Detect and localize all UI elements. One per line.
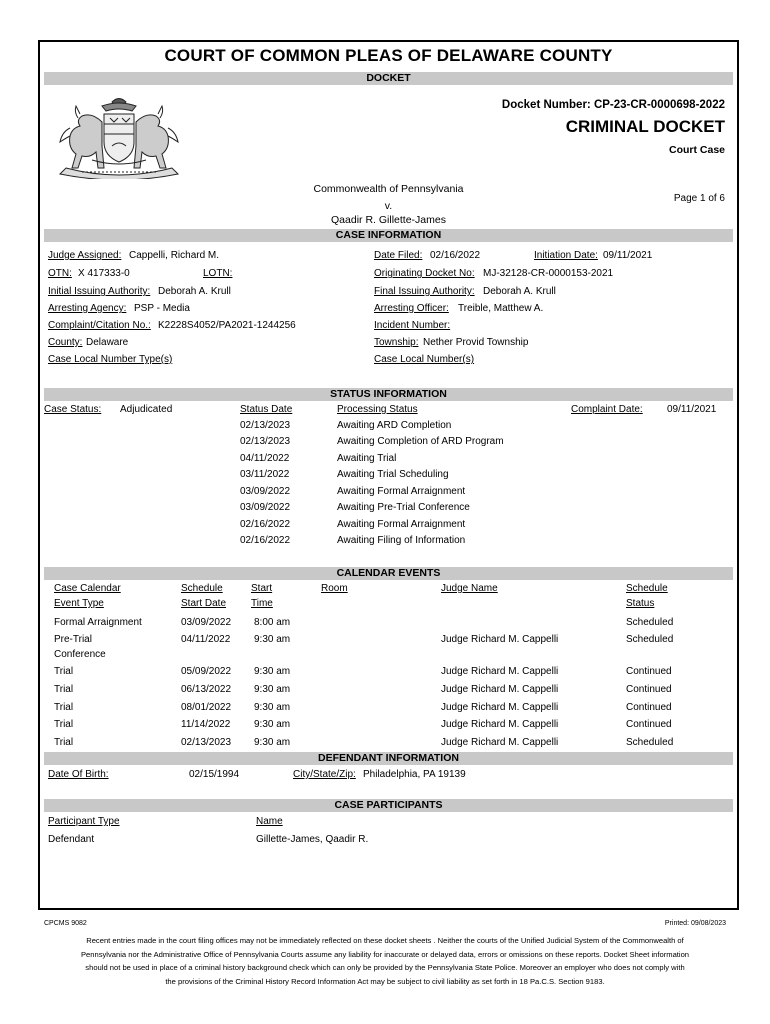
status-date: 02/16/2022 [240,535,291,546]
status-header: Status [626,598,655,609]
processing-status: Awaiting Trial [337,453,397,464]
room-header: Room [321,583,348,594]
event-status: Scheduled [626,617,674,628]
processing-status: Awaiting Formal Arraignment [337,519,466,530]
event-type: Trial [54,702,74,713]
event-date: 06/13/2022 [181,684,232,695]
caption-line2: v. [384,200,393,212]
start-header: Start [251,583,273,594]
complaint-date-label: Complaint Date: [571,404,643,415]
processing-status: Awaiting Filing of Information [337,535,466,546]
processing-status: Awaiting ARD Completion [337,420,452,431]
event-date: 11/14/2022 [181,719,231,730]
participant-name-header: Name [256,816,283,827]
processing-status: Awaiting Formal Arraignment [337,486,466,497]
event-judge: Judge Richard M. Cappelli [441,666,559,677]
initiation-label: Initiation Date: [534,250,598,261]
status-date: 03/11/2022 [240,469,290,480]
event-time: 9:30 am [254,702,291,713]
page-number: Page 1 of 6 [673,193,725,204]
orig-docket-value: MJ-32128-CR-0000153-2021 [483,268,614,279]
date-filed-label: Date Filed: [374,250,423,261]
otn-label: OTN: [48,268,72,279]
case-information-bar: CASE INFORMATION [44,229,733,242]
event-date: 03/09/2022 [181,617,232,628]
event-time: 9:30 am [254,634,291,645]
township-value: Nether Provid Township [423,337,529,348]
docket-number: Docket Number: CP-23-CR-0000698-2022 [501,99,725,111]
time-header: Time [251,598,273,609]
local-type-label: Case Local Number Type(s) [48,354,173,365]
court-title: COURT OF COMMON PLEAS OF DELAWARE COUNTY [164,46,613,65]
processing-status-header: Processing Status [337,404,418,415]
event-status: Continued [626,666,672,677]
final-auth-label: Final Issuing Authority: [374,286,475,297]
event-status: Continued [626,702,672,713]
status-date: 04/11/2022 [240,453,290,464]
status-date: 02/13/2023 [240,436,291,447]
docket-page [38,40,739,910]
otn-value: X 417333-0 [78,268,130,279]
event-type: Trial [54,684,74,695]
participant-type-header: Participant Type [48,816,120,827]
court-case-label: Court Case [668,144,725,156]
event-time: 8:00 am [254,617,291,628]
event-time: 9:30 am [254,719,291,730]
event-type: Trial [54,666,74,677]
agency-label: Arresting Agency: [48,303,127,314]
case-status-label: Case Status: [44,404,102,415]
event-judge: Judge Richard M. Cappelli [441,684,559,695]
lotn-label: LOTN: [203,268,233,279]
incident-label: Incident Number: [374,320,451,331]
event-status: Scheduled [626,737,674,748]
event-status: Continued [626,719,672,730]
event-date: 08/01/2022 [181,702,232,713]
agency-value: PSP - Media [134,303,190,314]
judge-label: Judge Assigned: [48,250,122,261]
processing-status: Awaiting Pre-Trial Conference [337,502,470,513]
dob-label: Date Of Birth: [48,769,109,780]
event-status: Scheduled [626,634,674,645]
event-type: Pre-Trial [54,634,92,645]
schedule-status-header: Schedule [626,583,668,594]
event-judge: Judge Richard M. Cappelli [441,737,559,748]
event-time: 9:30 am [254,666,291,677]
form-id: CPCMS 9082 [44,920,87,927]
event-type: Trial [54,737,74,748]
city-label: City/State/Zip: [293,769,356,780]
start-date-header: Start Date [181,598,227,609]
event-date: 05/09/2022 [181,666,232,677]
event-header: Case Calendar [54,583,121,594]
schedule-header: Schedule [181,583,223,594]
orig-docket-label: Originating Docket No: [374,268,475,279]
event-judge: Judge Richard M. Cappelli [441,634,559,645]
event-judge: Judge Richard M. Cappelli [441,719,559,730]
complaint-value: K2228S4052/PA2021-1244256 [158,320,296,331]
judge-value: Cappelli, Richard M. [129,250,220,261]
event-status: Continued [626,684,672,695]
event-type: Trial [54,719,74,730]
caption-line3: Qaadir R. Gillette-James [331,214,446,226]
disclaimer: Recent entries made in the court filing offices may not be immediately reflected on these docket sheets . Neither the courts of the Unified Judicial System of the Commonwealth of Pennsylvania nor the Administrative Office of Pennsylvania Courts assume any liability for inaccurate or delayed data, errors or omissions on these reports. Docket Sheet information should not be used in place of a criminal history background check which can only be provided by the Pennsylvania State Police. Moreover an employer who does not comply with the provisions of the Criminal History Record Information Act may be subject to civil liability as set forth in 18 Pa.C.S. Section 9183. [80,936,690,986]
status-date-header: Status Date [240,404,293,415]
case-participants-bar: CASE PARTICIPANTS [44,799,733,812]
event-type-line2: Conference [54,649,106,660]
case-status-value: Adjudicated [120,404,173,415]
dob-value: 02/15/1994 [189,769,240,780]
defendant-information-bar: DEFENDANT INFORMATION [44,752,733,765]
county-label: County: [48,337,83,348]
processing-status: Awaiting Completion of ARD Program [337,436,504,447]
township-label: Township: [374,337,419,348]
docket-type: CRIMINAL DOCKET [565,117,725,136]
status-date: 03/09/2022 [240,486,291,497]
event-time: 9:30 am [254,684,291,695]
printed-date: Printed: 09/08/2023 [664,920,726,927]
event-date: 04/11/2022 [181,634,231,645]
final-auth-value: Deborah A. Krull [483,286,556,297]
status-information-bar: STATUS INFORMATION [44,388,733,401]
caption-line1: Commonwealth of Pennsylvania [313,183,464,195]
initial-auth-value: Deborah A. Krull [158,286,231,297]
event-date: 02/13/2023 [181,737,232,748]
status-date: 03/09/2022 [240,502,291,513]
county-value: Delaware [86,337,129,348]
calendar-events-bar: CALENDAR EVENTS [44,567,733,580]
event-type: Formal Arraignment [54,617,142,628]
pennsylvania-seal-icon [52,94,187,179]
local-number-label: Case Local Number(s) [374,354,475,365]
event-type-header: Event Type [54,598,104,609]
complaint-date-value: 09/11/2021 [667,404,717,415]
event-time: 9:30 am [254,737,291,748]
participant-name: Gillette-James, Qaadir R. [256,834,369,845]
complaint-label: Complaint/Citation No.: [48,320,151,331]
officer-label: Arresting Officer: [374,303,449,314]
participant-type: Defendant [48,834,95,845]
status-date: 02/13/2023 [240,420,291,431]
docket-bar: DOCKET [44,72,733,85]
date-filed-value: 02/16/2022 [430,250,481,261]
event-judge: Judge Richard M. Cappelli [441,702,559,713]
judge-name-header: Judge Name [441,583,498,594]
city-value: Philadelphia, PA 19139 [363,769,466,780]
initiation-value: 09/11/2021 [603,250,653,261]
officer-value: Treible, Matthew A. [458,303,544,314]
processing-status: Awaiting Trial Scheduling [337,469,449,480]
initial-auth-label: Initial Issuing Authority: [48,286,151,297]
status-date: 02/16/2022 [240,519,291,530]
